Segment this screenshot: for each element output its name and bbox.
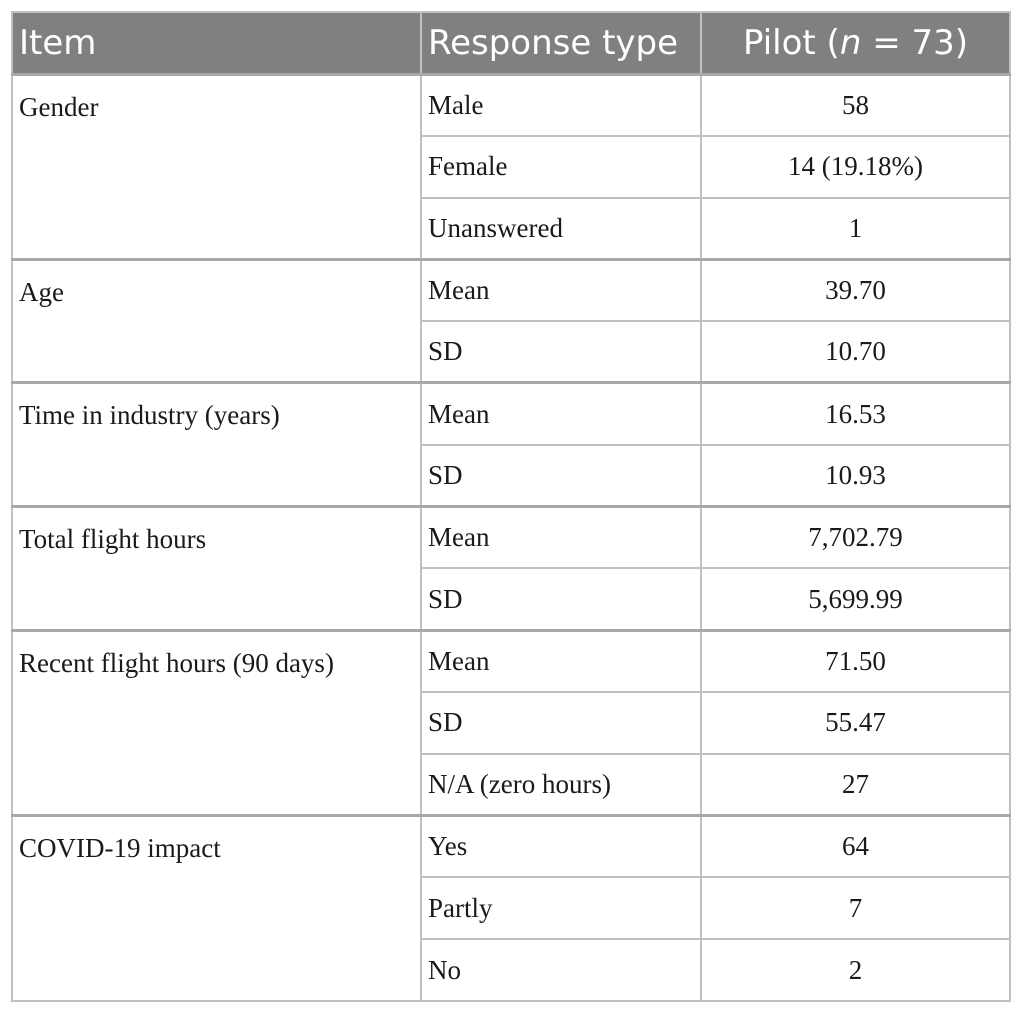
item-cell: Time in industry (years) [12, 383, 421, 507]
table-row [12, 816, 1010, 878]
response-cell: Female [421, 136, 701, 198]
response-cell: SD [421, 321, 701, 383]
value-cell: 14 (19.18%) [701, 136, 1010, 198]
value-cell: 71.50 [701, 630, 1010, 692]
value-cell: 10.70 [701, 321, 1010, 383]
response-cell: Partly [421, 877, 701, 939]
response-cell: Unanswered [421, 198, 701, 260]
response-cell: SD [421, 568, 701, 630]
response-cell: SD [421, 692, 701, 754]
response-cell: Mean [421, 383, 701, 445]
table-row [12, 383, 1010, 445]
demographics-table-container [11, 11, 1009, 1001]
header-pilot-suffix: = 73) [861, 22, 969, 63]
table-row [12, 630, 1010, 692]
table-header-row [12, 12, 1010, 74]
response-cell: SD [421, 445, 701, 507]
value-cell: 55.47 [701, 692, 1010, 754]
value-cell: 27 [701, 754, 1010, 816]
value-cell: 58 [701, 74, 1010, 136]
item-cell: COVID-19 impact [12, 816, 421, 1001]
value-cell: 16.53 [701, 383, 1010, 445]
response-cell: Male [421, 74, 701, 136]
demographics-table [11, 11, 1011, 1002]
response-cell: N/A (zero hours) [421, 754, 701, 816]
item-cell: Recent flight hours (90 days) [12, 630, 421, 815]
item-cell: Total flight hours [12, 507, 421, 631]
response-cell: Yes [421, 816, 701, 878]
value-cell: 39.70 [701, 259, 1010, 321]
value-cell: 7 [701, 877, 1010, 939]
response-cell: No [421, 939, 701, 1001]
item-cell: Age [12, 259, 421, 383]
item-cell: Gender [12, 74, 421, 259]
response-cell: Mean [421, 259, 701, 321]
value-cell: 2 [701, 939, 1010, 1001]
header-pilot [701, 12, 1010, 74]
value-cell: 5,699.99 [701, 568, 1010, 630]
table-row [12, 74, 1010, 136]
header-response-type: Response type [421, 12, 701, 74]
header-pilot-prefix: Pilot ( [742, 22, 840, 63]
header-item: Item [12, 12, 421, 74]
table-row [12, 259, 1010, 321]
response-cell: Mean [421, 630, 701, 692]
table-row [12, 507, 1010, 569]
value-cell: 7,702.79 [701, 507, 1010, 569]
header-pilot-n: n [839, 22, 862, 63]
value-cell: 64 [701, 816, 1010, 878]
response-cell: Mean [421, 507, 701, 569]
value-cell: 10.93 [701, 445, 1010, 507]
value-cell: 1 [701, 198, 1010, 260]
